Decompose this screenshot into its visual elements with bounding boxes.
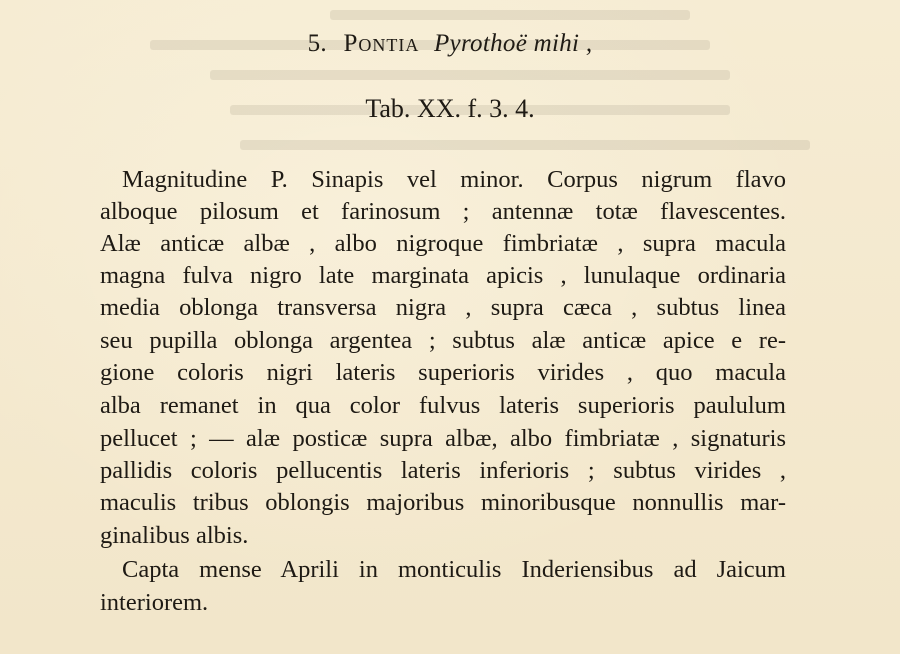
plate-reference — [0, 94, 900, 124]
description-line: alba remanet in qua color fulvus lateris superioris paululum — [100, 392, 786, 419]
genus-name: Pontia — [343, 30, 420, 57]
locality-line: Capta mense Aprili in monticulis Inderiensibus ad Jaicum — [122, 556, 786, 583]
plate-figures: f. 3. 4. — [467, 94, 535, 123]
plate-roman-numeral: XX. — [416, 94, 461, 123]
description-line: gione coloris nigri lateris superioris virides , quo macula — [100, 359, 786, 386]
description-line: seu pupilla oblonga argentea ; subtus alæ anticæ apice e re- — [100, 327, 786, 354]
description-line: pallidis coloris pellucentis lateris inferioris ; subtus virides , — [100, 457, 786, 484]
description-line: magna fulva nigro late marginata apicis , lunulaque ordinaria — [100, 262, 786, 289]
species-name: Pyrothoë mihi , — [433, 30, 593, 57]
description-line: Alæ anticæ albæ , albo nigroque fimbriatæ , supra macula — [100, 230, 786, 257]
description-line: alboque pilosum et farinosum ; antennæ totæ flavescentes. — [100, 198, 786, 225]
description-line: ginalibus albis. — [100, 522, 249, 549]
description-line: pellucet ; — alæ posticæ supra albæ, albo fimbriatæ , signaturis — [100, 425, 786, 452]
description-line: maculis tribus oblongis majoribus minoribusque nonnullis mar- — [100, 489, 786, 516]
species-number: 5. — [307, 30, 327, 57]
locality-line: interiorem. — [100, 589, 209, 616]
species-heading — [0, 30, 900, 58]
plate-label: Tab. — [365, 94, 411, 123]
description-line: Magnitudine P. Sinapis vel minor. Corpus nigrum flavo — [122, 166, 786, 193]
description-line: media oblonga transversa nigra , supra cæca , subtus linea — [100, 294, 786, 321]
